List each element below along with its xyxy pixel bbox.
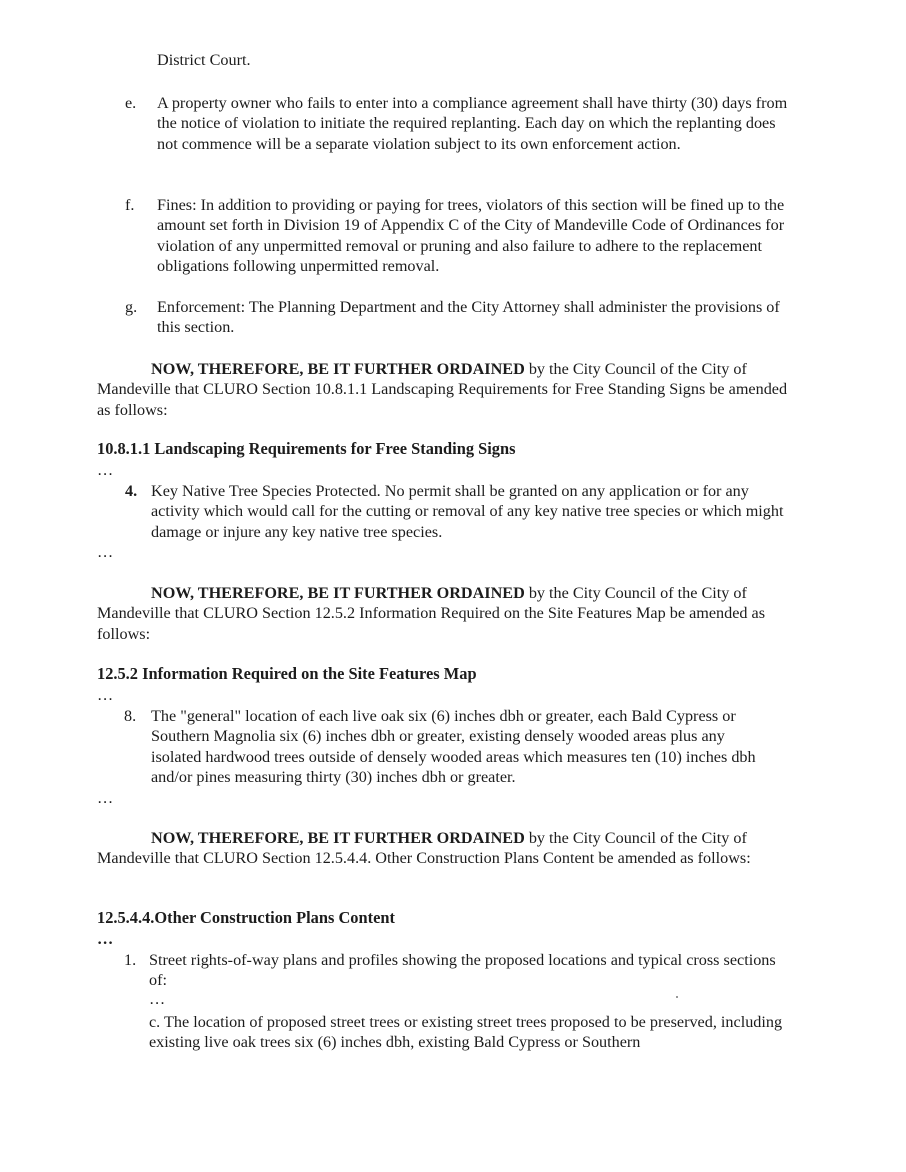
list-marker-1: 1. xyxy=(124,951,137,969)
ordained-intro-text: by the City Council of the City of Mandeville that CLURO Section 10.8.1.1 Landscaping Requirements for Free Standing Signs be amended as follows: xyxy=(97,360,788,419)
list-marker-4: 4. xyxy=(125,482,138,500)
ellipsis: … xyxy=(97,930,115,948)
list-text-key-native-species: Key Native Tree Species Protected. No permit shall be granted on any application or for any activity which would call for the cutting or removal of any key native tree species or which might damage or injure any key native tree species. xyxy=(151,482,784,541)
ordained-paragraph-3 xyxy=(97,828,797,869)
ordained-label: NOW, THEREFORE, BE IT FURTHER ORDAINED xyxy=(151,829,525,847)
ordained-intro-text: by the City Council of the City of Mandeville that CLURO Section 12.5.2 Information Required on the Site Features Map be amended as follows: xyxy=(97,584,766,643)
list-text-general-location: The "general" location of each live oak six (6) inches dbh or greater, each Bald Cypress or Southern Magnolia six (6) inches dbh or greater, existing densely wooded areas plus any isolated hardwood trees outside of densely wooded areas which measures ten (10) inches dbh and/or pines measuring thirty (30) inches dbh or greater. xyxy=(151,707,756,787)
ellipsis: … xyxy=(97,543,115,561)
sub-item-text-c: c. The location of proposed street trees or existing street trees proposed to be preserved, including existing live oak trees six (6) inches dbh, existing Bald Cypress or Southern xyxy=(149,1013,783,1052)
list-marker-8: 8. xyxy=(124,707,137,725)
list-text-street-rights-of-way: Street rights-of-way plans and profiles showing the proposed locations and typical cross sections of: xyxy=(149,951,776,990)
item-text-g: Enforcement: The Planning Department and the City Attorney shall administer the provisions of this section. xyxy=(157,298,780,337)
ordained-intro-text: by the City Council of the City of Mandeville that CLURO Section 12.5.4.4. Other Construction Plans Content be amended as follows: xyxy=(97,829,751,868)
ordained-label: NOW, THEREFORE, BE IT FURTHER ORDAINED xyxy=(151,360,525,378)
ordained-label: NOW, THEREFORE, BE IT FURTHER ORDAINED xyxy=(151,584,525,602)
section-heading-12-5-2: 12.5.2 Information Required on the Site Features Map xyxy=(97,664,477,683)
item-marker-f: f. xyxy=(125,196,135,214)
continuation-text: District Court. xyxy=(157,51,251,69)
scan-speck xyxy=(676,996,678,998)
item-marker-e: e. xyxy=(125,94,137,112)
ordained-paragraph-1 xyxy=(97,359,797,420)
ellipsis: … xyxy=(97,789,115,807)
sub-ellipsis: … xyxy=(149,990,167,1008)
ellipsis: … xyxy=(97,461,115,479)
ordained-paragraph-2 xyxy=(97,583,797,644)
item-marker-g: g. xyxy=(125,298,138,316)
ellipsis: … xyxy=(97,686,115,704)
item-text-e: A property owner who fails to enter into a compliance agreement shall have thirty (30) days from the notice of violation to initiate the required replanting. Each day on which the replanting does not commence will be a separate violation subject to its own enforcement action. xyxy=(157,94,788,153)
section-heading-10-8-1-1: 10.8.1.1 Landscaping Requirements for Free Standing Signs xyxy=(97,439,516,458)
section-heading-12-5-4-4: 12.5.4.4.Other Construction Plans Content xyxy=(97,908,395,927)
item-text-f: Fines: In addition to providing or paying for trees, violators of this section will be fined up to the amount set forth in Division 19 of Appendix C of the City of Mandeville Code of Ordinances for violation of any unpermitted removal or pruning and also failure to adhere to the replacement obligations following unpermitted removal. xyxy=(157,196,785,276)
